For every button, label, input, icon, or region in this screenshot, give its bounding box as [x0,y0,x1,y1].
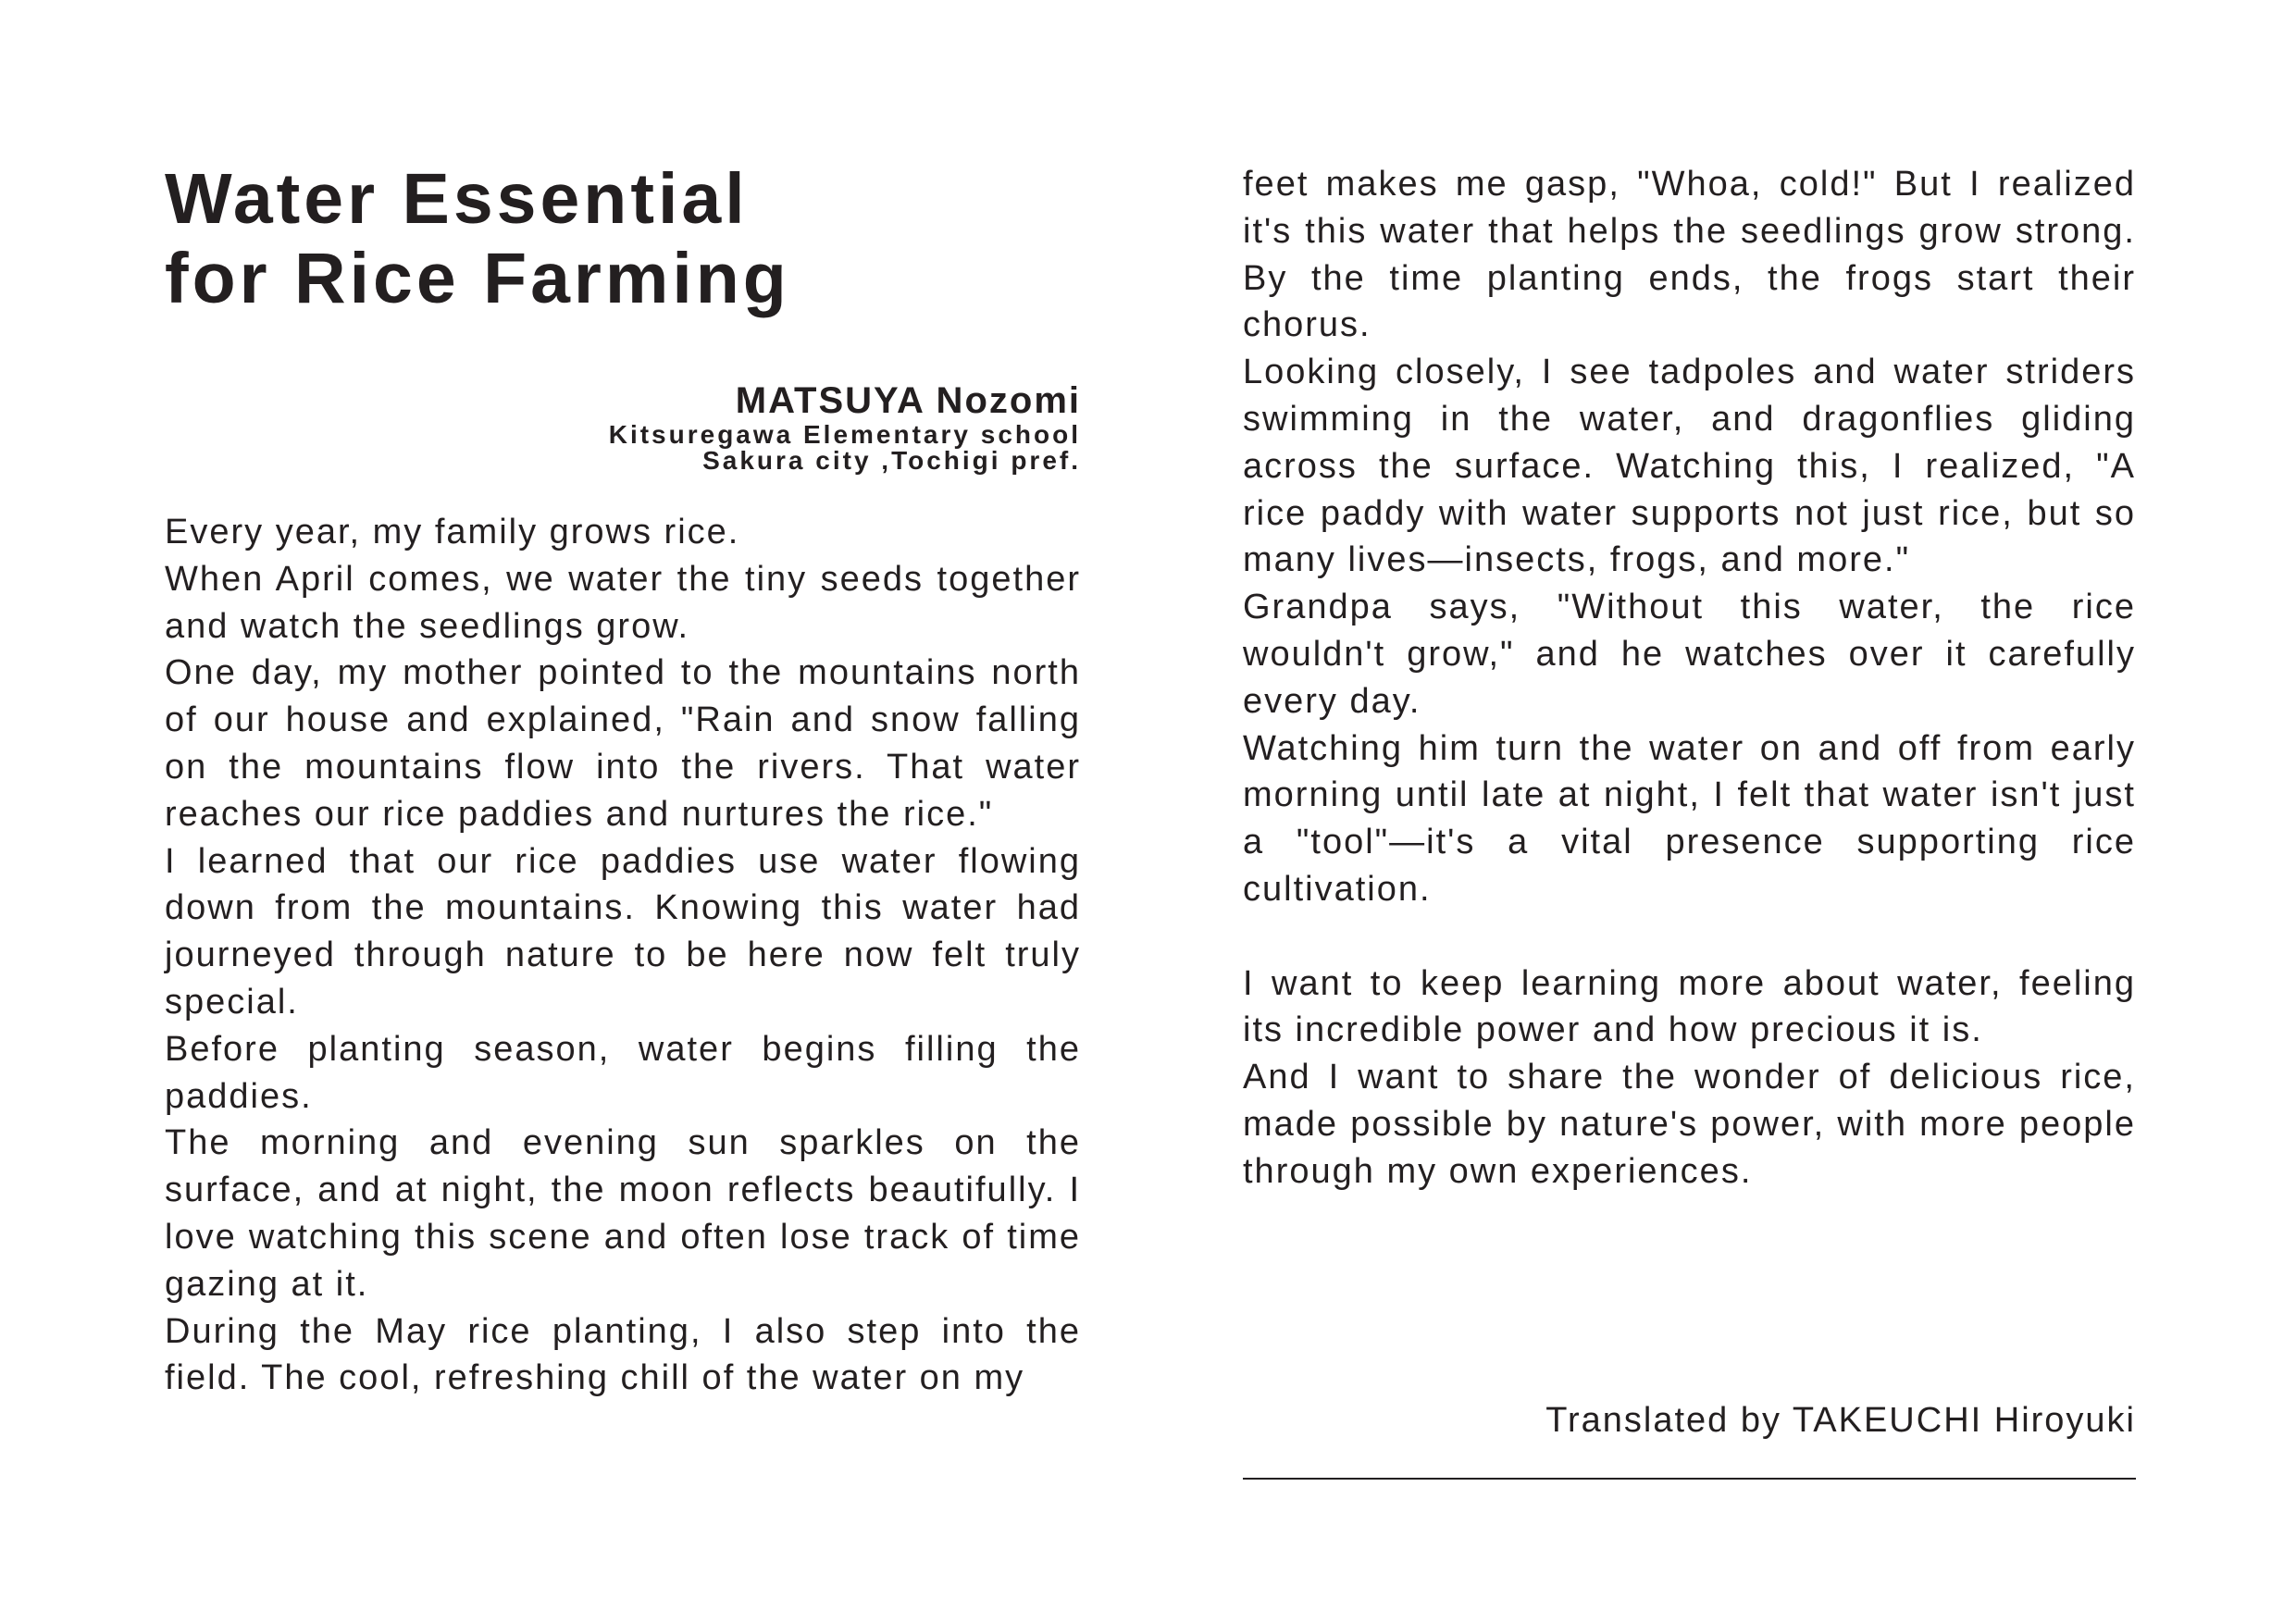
paragraph: Watching him turn the water on and off from early morning until late at night, I felt that water isn't just a "tool"—it's a vital presence supporting rice cultivation. [1243,728,2136,909]
paragraph: When April comes, we water the tiny seeds together and watch the seedlings grow. [165,559,1081,646]
right-body-text [1243,161,2136,1196]
paragraph: During the May rice planting, I also step into the field. The cool, refreshing chill of the water on my [165,1311,1081,1398]
byline [165,379,1081,474]
paragraph: Grandpa says, "Without this water, the rice wouldn't grow," and he watches over it carefully every day. [1243,588,2136,721]
paragraph: I learned that our rice paddies use water flowing down from the mountains. Knowing this water had journeyed through nature to be here now felt truly special. [165,841,1081,1022]
paragraph: I want to keep learning more about water, feeling its incredible power and how precious it is. [1243,963,2136,1050]
paragraph: And I want to share the wonder of delicious rice, made possible by nature's power, with more people through my own experiences. [1243,1058,2136,1191]
left-body-text [165,509,1081,1402]
paragraph: Looking closely, I see tadpoles and water striders swimming in the water, and dragonflies gliding across the surface. Watching this, I realized, "A rice paddy with water supports not just rice, but so many lives—insects, frogs, and more." [1243,353,2136,580]
paragraph: Before planting season, water begins filling the paddies. [165,1029,1081,1116]
paragraph: feet makes me gasp, "Whoa, cold!" But I realized it's this water that helps the seedlings grow strong. By the time planting ends, the frogs start their chorus. [1243,165,2136,345]
title-line-2: for Rice Farming [165,239,790,318]
divider-line [1243,1478,2136,1480]
paragraph: Every year, my family grows rice. [165,513,740,551]
title-line-1: Water Essential [165,159,749,239]
article-title [165,159,790,318]
translator-credit: Translated by TAKEUCHI Hiroyuki [1545,1401,2136,1440]
author-name: MATSUYA Nozomi [735,380,1081,421]
school-location: Sakura city ,Tochigi pref. [702,446,1081,475]
paragraph: One day, my mother pointed to the mountains north of our house and explained, "Rain and snow falling on the mountains flow into the rivers. That water reaches our rice paddies and nurtures the rice." [165,653,1081,834]
paragraph: The morning and evening sun sparkles on the surface, and at night, the moon reflects beautifully. I love watching this scene and often lose track of time gazing at it. [165,1123,1081,1304]
school-name: Kitsuregawa Elementary school [608,420,1081,449]
